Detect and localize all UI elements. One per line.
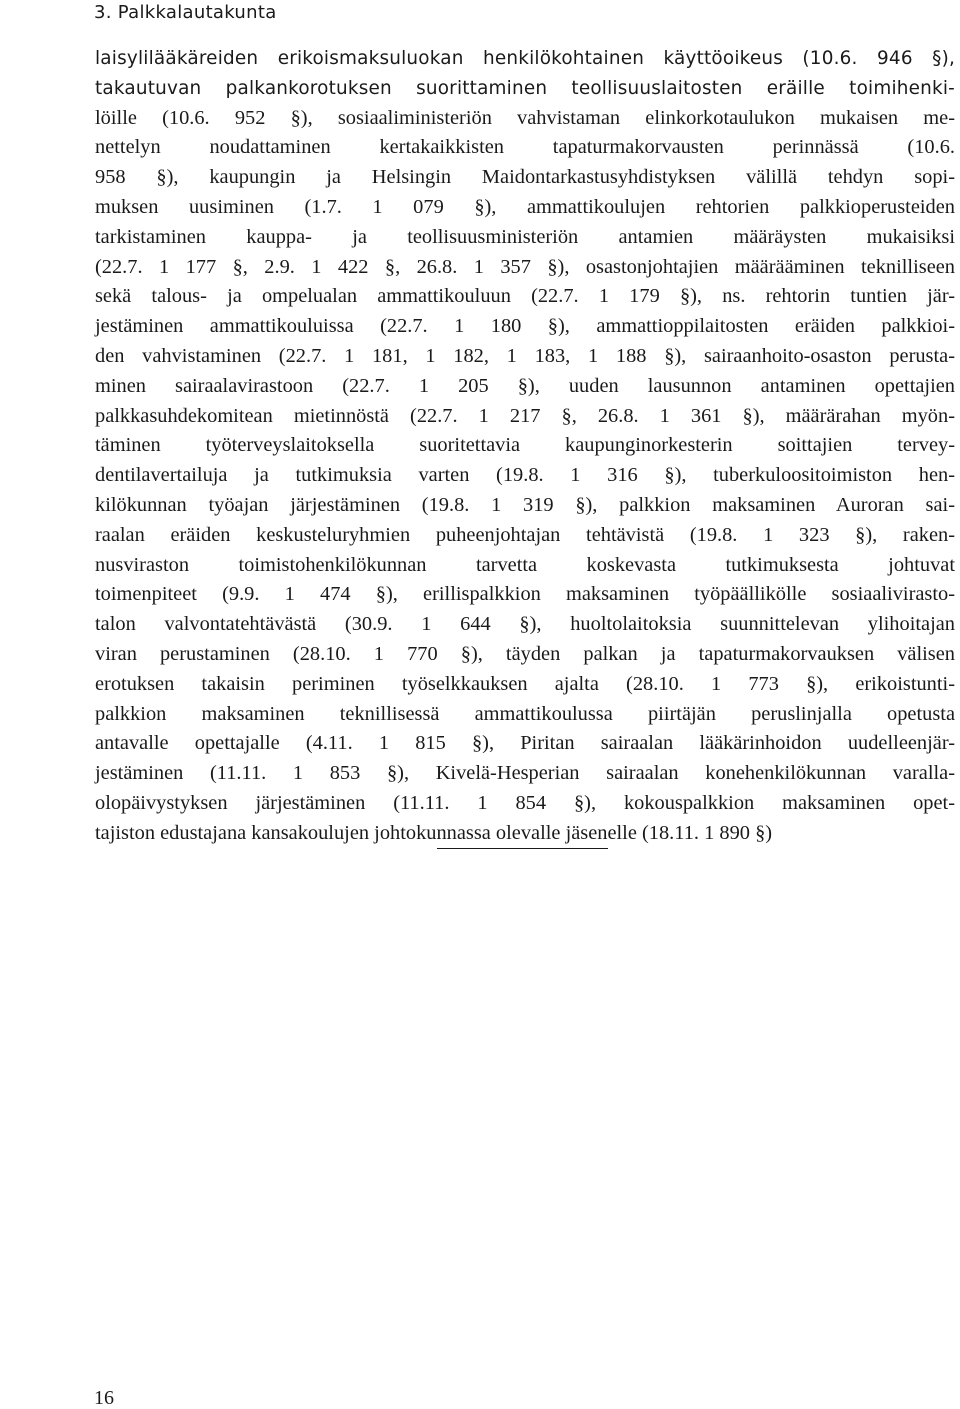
text-line: dentilavertailuja ja tutkimuksia varten (19.8. 1 316 §), tuberkuloositoimiston hen- bbox=[95, 464, 955, 487]
text-line: muksen uusiminen (1.7. 1 079 §), ammattikoulujen rehtorien palkkioperusteiden bbox=[95, 195, 955, 218]
text-line: tarkistaminen kauppa- ja teollisuusministeriön antamien määräysten mukaisiksi bbox=[95, 225, 955, 248]
text-line: talon valvontatehtävästä (30.9. 1 644 §), huoltolaitoksia suunnittelevan ylihoitajan bbox=[95, 613, 955, 636]
text-line: laisylilääkäreiden erikoismaksuluokan henkilökohtainen käyttöoikeus (10.6. 946 §), bbox=[95, 48, 955, 69]
text-line: takautuvan palkankorotuksen suorittaminen teollisuuslaitosten eräille toimihenki- bbox=[95, 77, 955, 99]
text-line: nusviraston toimistohenkilökunnan tarvetta koskevasta tutkimuksesta johtuvat bbox=[95, 553, 955, 576]
text-line: minen sairaalavirastoon (22.7. 1 205 §), uuden lausunnon antaminen opettajien bbox=[95, 374, 955, 397]
text-line: sekä talous- ja ompelualan ammattikouluun (22.7. 1 179 §), ns. rehtorin tuntien jär- bbox=[95, 285, 955, 308]
running-header: 3. Palkkalautakunta bbox=[94, 2, 277, 23]
text-line: erotuksen takaisin periminen työselkkauksen ajalta (28.10. 1 773 §), erikoistunti- bbox=[95, 672, 955, 695]
text-line: raalan eräiden keskusteluryhmien puheenjohtajan tehtävistä (19.8. 1 323 §), raken- bbox=[95, 523, 955, 546]
text-line: antavalle opettajalle (4.11. 1 815 §), Piritan sairaalan lääkärinhoidon uudelleenjär- bbox=[95, 732, 955, 755]
text-line: kilökunnan työajan järjestäminen (19.8. 1 319 §), palkkion maksaminen Auroran sai- bbox=[95, 493, 955, 516]
text-line: tajiston edustajana kansakoulujen johtokunnassa olevalle jäsenelle (18.11. 1 890 §) bbox=[95, 821, 773, 844]
body-paragraph bbox=[95, 44, 955, 849]
text-line: jestäminen (11.11. 1 853 §), Kivelä-Hesperian sairaalan konehenkilökunnan varalla- bbox=[95, 762, 955, 785]
text-line: (22.7. 1 177 §, 2.9. 1 422 §, 26.8. 1 357 §), osastonjohtajien määrääminen teknilliseen bbox=[95, 255, 955, 278]
text-line: palkkion maksaminen teknillisessä ammattikoulussa piirtäjän peruslinjalla opetusta bbox=[95, 702, 955, 725]
text-line: 958 §), kaupungin ja Helsingin Maidontarkastusyhdistyksen välillä tehdyn sopi- bbox=[95, 166, 955, 189]
text-line: toimenpiteet (9.9. 1 474 §), erillispalkkion maksaminen työpäällikölle sosiaalivirasto- bbox=[95, 583, 955, 606]
text-line: jestäminen ammattikouluissa (22.7. 1 180 §), ammattioppilaitosten eräiden palkkioi- bbox=[95, 315, 955, 338]
text-line: täminen työterveyslaitoksella suoritettavia kaupunginorkesterin soittajien tervey- bbox=[95, 434, 955, 457]
text-line: viran perustaminen (28.10. 1 770 §), täyden palkan ja tapaturmakorvauksen välisen bbox=[95, 642, 955, 665]
text-line: palkkasuhdekomitean mietinnöstä (22.7. 1 217 §, 26.8. 1 361 §), määrärahan myön- bbox=[95, 404, 955, 427]
text-line: nettelyn noudattaminen kertakaikkisten tapaturmakorvausten perinnässä (10.6. bbox=[95, 136, 955, 159]
section-divider bbox=[437, 848, 608, 849]
page-number: 16 bbox=[94, 1387, 114, 1409]
text-line: den vahvistaminen (22.7. 1 181, 1 182, 1 183, 1 188 §), sairaanhoito-osaston perusta- bbox=[95, 344, 955, 367]
text-line: löille (10.6. 952 §), sosiaaliministeriön vahvistaman elinkorkotaulukon mukaisen me- bbox=[95, 106, 955, 129]
text-line: olopäivystyksen järjestäminen (11.11. 1 854 §), kokouspalkkion maksaminen opet- bbox=[95, 791, 955, 814]
